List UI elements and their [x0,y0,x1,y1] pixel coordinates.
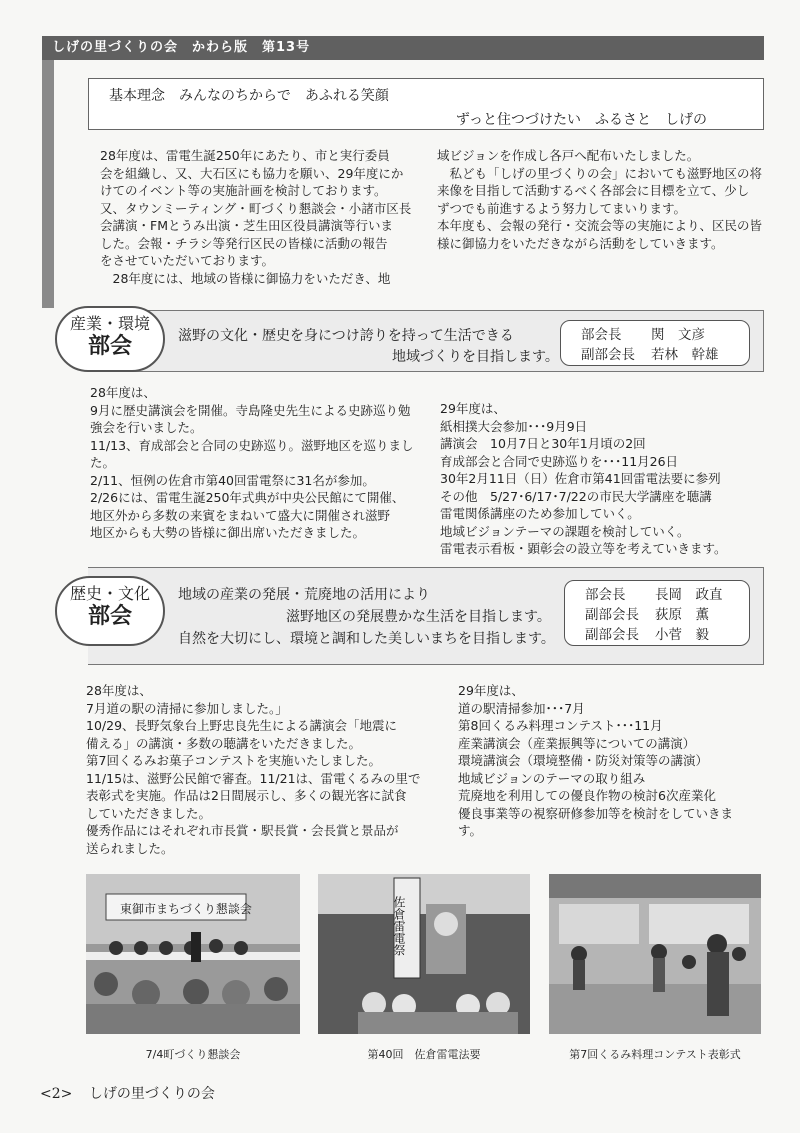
badge-title: 産業・環境 [69,314,150,333]
text-line: 産業講演会（産業振興等についての講演） [458,735,696,751]
photo-raiden-memorial-image [318,874,530,1034]
photo-town-meeting-image [86,874,300,1034]
badge-subtitle: 部会 [87,333,132,359]
text-line: 会を組織し、又、大石区にも協力を願い、29年度にか [100,165,404,181]
text-line: 様に御協力をいただきながら活動をしていきます。 [437,235,724,251]
text-line: 9月に歴史講演会を開催。寺島隆史先生による史跡巡り勉 [90,402,411,418]
officer-row [581,325,739,345]
text-line: 28年度には、地域の皆様に御協力をいただき、地 [100,270,391,286]
section2-goal-1: 地域の産業の発展・荒廃地の活用により [178,587,430,603]
text-line: 会講演・FMとうみ出演・芝生田区役員講演等行いま [100,218,393,233]
text-line: 雷電関係講座のため参加していく。 [440,506,640,521]
officer-name: 若林 幹雄 [651,347,719,363]
text-line: た。 [90,455,116,470]
text-line: す。 [458,823,483,838]
text-line: 地区外から多数の来賓をまねいて盛大に開催され滋野 [90,507,391,523]
text-line: 講演会 10月7日と30年1月頃の2回 [440,436,646,451]
text-line: 2/26には、雷電生誕250年式典が中央公民館にて開催、 [90,490,405,505]
text-line: 道の駅清掃参加･･･7月 [458,700,585,716]
officer-row [585,585,739,605]
badge-subtitle: 部会 [87,603,132,629]
text-line: 2/11、恒例の佐倉市第40回雷電祭に31名が参加。 [90,472,375,488]
text-line: ずつでも前進するよう努力してまいります。 [437,200,687,216]
text-line: 第8回くるみ料理コンテスト･･･11月 [458,718,663,733]
text-line: 29年度は、 [458,683,524,698]
text-line: 紙相撲大会参加･･･9月9日 [440,418,588,434]
text-line: 29年度は、 [440,401,506,416]
header-title: しげの里づくりの会 かわら版 第13号 [52,40,311,55]
section1-goal-1: 滋野の文化・歴史を身につけ誇りを持って生活できる [178,328,514,344]
officer-name: 小菅 毅 [655,627,709,643]
footer-org-name: しげの里づくりの会 [88,1086,215,1102]
text-line: 優良事業等の視察研修参加等を検討をしていきま [458,805,734,821]
text-line: 11/13、育成部会と合同の史跡巡り。滋野地区を巡りまし [90,437,414,453]
newsletter-header [42,36,764,60]
page-number: <2> [40,1086,73,1102]
officer-role: 副部会長 [581,347,635,363]
section2-goal-2: 滋野地区の発展豊かな生活を目指します。 [286,609,551,625]
text-line: 私ども「しげの里づくりの会」においても滋野地区の将 [437,165,763,181]
text-line: した。会報・チラシ等発行区民の皆様に活動の報告 [100,235,388,251]
photo-caption: 7/4町づくり懇談会 [145,1048,241,1061]
text-line: していただきました。 [86,805,212,821]
officer-role: 副部会長 [585,627,639,643]
section2-left-column [86,682,426,857]
text-line: 30年2月11日（日）佐倉市第41回雷電法要に参列 [440,471,721,486]
photo-walnut-contest-image [549,874,761,1034]
page-footer [40,1083,215,1103]
text-line: 荒廃地を利用しての優良作物の検討6次産業化 [458,788,716,803]
officer-row [585,625,739,645]
text-line: 28年度は、 [86,683,152,698]
text-line: 28年度は、雷電生誕250年にあたり、市と実行委員 [100,148,390,163]
text-line: 11/15は、滋野公民館で審査。11/21は、雷電くるみの里で [86,770,421,786]
officer-row [581,345,739,365]
section1-left-column [90,384,425,542]
text-line: 優秀作品にはそれぞれ市長賞・駅長賞・会長賞と景品が [86,823,399,838]
motto-box [88,78,764,130]
photo-banner-text: 東御市まちづくり懇談会 [120,902,252,916]
section1-badge [55,306,165,372]
section2-goal-3: 自然を大切にし、環境と調和した美しいまちを目指します。 [178,631,555,647]
photo-banner-text: 佐倉雷電祭 [392,896,406,956]
motto-line-2: ずっと住つづけたい ふるさと しげの [455,112,707,128]
text-line: 又、タウンミーティング・町づくり懇談会・小諸市区長 [100,200,412,216]
officer-role: 部会長 [585,587,626,603]
intro-right-column [437,147,767,252]
officer-name: 荻原 薫 [655,607,709,623]
text-line: 送られました。 [86,840,174,856]
text-line: その他 5/27･6/17･7/22の市民大学講座を聴講 [440,488,712,504]
text-line: 域ビジョンを作成し各戸へ配布いたしました。 [437,148,700,163]
officer-row [585,605,739,625]
badge-title: 歴史・文化 [69,584,150,603]
text-line: 強会を行いました。 [90,420,203,435]
photo-town-meeting [86,874,300,1034]
section2-right-column [458,682,768,840]
intro-left-column [100,147,430,287]
text-line: 育成部会と合同で史跡巡りを･･･11月26日 [440,453,679,469]
section1-right-column [440,400,770,558]
text-line: 地域ビジョンテーマの課題を検討していく。 [440,523,690,539]
text-line: けてのイベント等の実施計画を検討しております。 [100,183,387,198]
text-line: 表彰式を実施。作品は2日間展示し、多くの観光客に試食 [86,788,407,803]
section1-officers [560,320,750,366]
text-line: 本年度も、会報の発行・交流会等の実施により、区民の皆 [437,218,763,233]
photo-caption: 第7回くるみ料理コンテスト表彰式 [569,1048,741,1061]
text-line: 28年度は、 [90,385,156,400]
text-line: 地域ビジョンのテーマの取り組み [458,770,646,786]
text-line: 10/29、長野気象台上野忠良先生による講演会「地震に [86,718,398,733]
text-line: 環境講演会（環境整備・防災対策等の講演） [458,753,709,768]
officer-role: 副部会長 [585,607,639,623]
officer-name: 関 文彦 [651,327,705,343]
text-line: 雷電表示看板・顕彰会の設立等を考えていきます。 [440,541,727,556]
text-line: 備える」の講演・多数の聴講をいただきました。 [86,735,362,751]
text-line: 7月道の駅の清掃に参加しました。」 [86,700,288,716]
text-line: をさせていただいております。 [100,253,275,268]
officer-name: 長岡 政直 [655,587,723,603]
motto-line-1: 基本理念 みんなのちからで あふれる笑顔 [109,88,389,104]
section2-badge [55,576,165,646]
side-accent-bar [42,60,54,308]
text-line: 地区からも大勢の皆様に御出席いただきました。 [90,525,366,540]
photo-walnut-contest [549,874,761,1034]
text-line: 来像を目指して活動するべく各部会に目標を立て、少し [437,183,750,198]
officer-role: 部会長 [581,327,622,343]
section1-goal-2: 地域づくりを目指します。 [392,349,559,365]
text-line: 第7回くるみお菓子コンテストを実施いたしました。 [86,753,381,768]
photo-raiden-memorial [318,874,530,1034]
photo-caption: 第40回 佐倉雷電法要 [367,1048,481,1061]
section2-officers [564,580,750,646]
